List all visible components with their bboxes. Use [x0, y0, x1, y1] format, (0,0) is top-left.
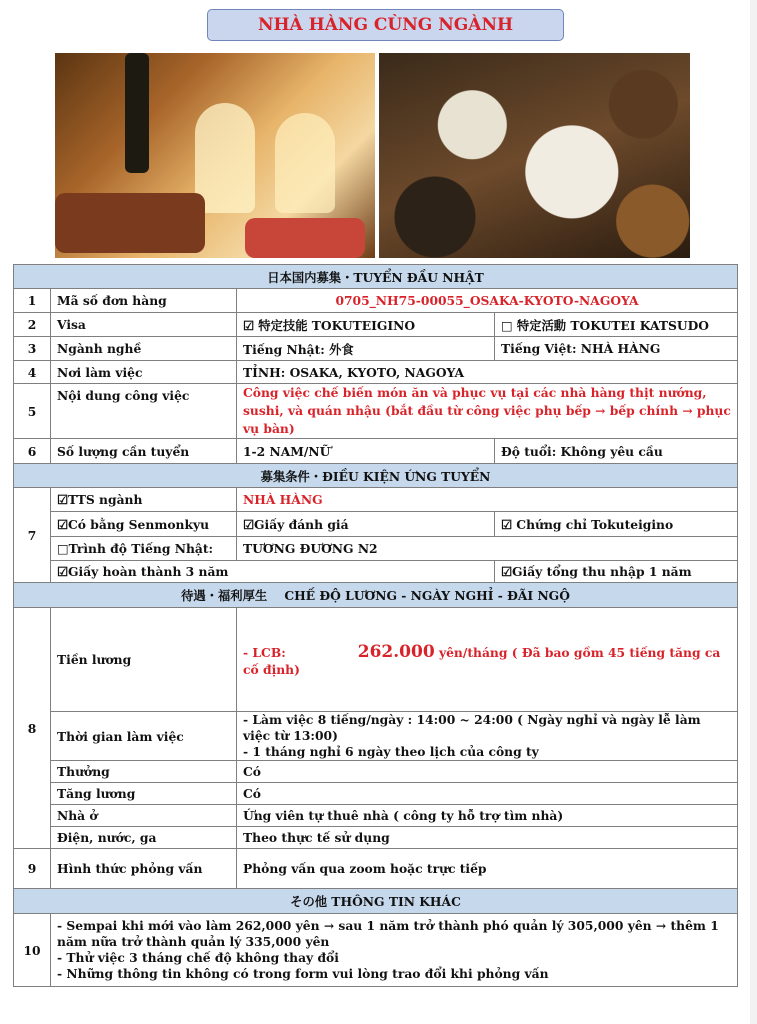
section-header-conditions: 募集条件・ĐIỀU KIỆN ỨNG TUYỂN: [14, 464, 738, 488]
row-visa: 2 Visa ☑ 特定技能 TOKUTEIGINO □ 特定活動 TOKUTEI KATSUDO: [14, 313, 738, 337]
row-order-code: 1 Mã số đơn hàng 0705_NH75-00055_OSAKA-KYOTO-NAGOYA: [14, 289, 738, 313]
row-housing: Nhà ở Ứng viên tự thuê nhà ( công ty hỗ trợ tìm nhà): [14, 805, 738, 827]
row-interview: 9 Hình thức phỏng vấn Phỏng vấn qua zoom hoặc trực tiếp: [14, 849, 738, 889]
row-raise: Tăng lương Có: [14, 783, 738, 805]
row-working-hours: Thời gian làm việc - Làm việc 8 tiếng/ngày : 14:00 ~ 24:00 ( Ngày nghỉ và ngày lễ làm việc từ 13:00) - 1 tháng nghỉ 6 ngày theo lịch của công ty: [14, 712, 738, 761]
visa-tokutei-katsudo: □ 特定活動 TOKUTEI KATSUDO: [495, 313, 738, 337]
row-tts: 7 ☑TTS ngành NHÀ HÀNG: [14, 488, 738, 512]
section-header-other: その他 THÔNG TIN KHÁC: [14, 889, 738, 914]
row-japanese-level: □Trình độ Tiếng Nhật: TƯƠNG ĐƯƠNG N2: [14, 537, 738, 561]
row-other-info: 10 - Sempai khi mới vào làm 262,000 yên → sau 1 năm trở thành phó quản lý 305,000 yên → thêm 1 năm nữa trở thành quản lý 335,000 yên - Thử việc 3 tháng chế độ không thay đổi - Những thông tin không có trong form vui lòng trao đổi khi phỏng vấn: [14, 914, 738, 987]
row-workplace: 4 Nơi làm việc TỈNH: OSAKA, KYOTO, NAGOYA: [14, 361, 738, 384]
row-job-description: 5 Nội dung công việc Công việc chế biến món ăn và phục vụ tại các nhà hàng thịt nướng, sushi, và quán nhậu (bắt đầu từ công việc phụ bếp → bếp chính → phục vụ bàn): [14, 384, 738, 439]
dishes-spread-photo: [379, 53, 690, 258]
section-header-benefits: 待遇・福利厚生 CHẾ ĐỘ LƯƠNG - NGÀY NGHỈ - ĐÃI NGỘ: [14, 583, 738, 608]
row-documents: ☑Giấy hoàn thành 3 năm ☑Giấy tổng thu nhập 1 năm: [14, 561, 738, 583]
champagne-sushi-photo: [55, 53, 375, 258]
job-details-table: [13, 264, 738, 987]
row-certificates: ☑Có bằng Senmonkyu ☑Giấy đánh giá ☑ Chứng chỉ Tokuteigino: [14, 512, 738, 537]
order-code-value: 0705_NH75-00055_OSAKA-KYOTO-NAGOYA: [237, 289, 738, 313]
visa-tokuteigino: ☑ 特定技能 TOKUTEIGINO: [237, 313, 495, 337]
salary-value: - LCB: 262.000 yên/tháng ( Đã bao gồm 45 tiếng tăng ca cố định): [237, 608, 738, 712]
page-title: NHÀ HÀNG CÙNG NGÀNH: [207, 9, 564, 41]
row-salary: 8 Tiền lương - LCB: 262.000 yên/tháng ( Đã bao gồm 45 tiếng tăng ca cố định): [14, 608, 738, 712]
row-utilities: Điện, nước, ga Theo thực tế sử dụng: [14, 827, 738, 849]
row-bonus: Thưởng Có: [14, 761, 738, 783]
row-headcount: 6 Số lượng cần tuyển 1-2 NAM/NỮ Độ tuổi: Không yêu cầu: [14, 439, 738, 464]
section-header-recruitment: 日本国内募集・TUYỂN ĐẦU NHẬT: [14, 265, 738, 289]
row-occupation: 3 Ngành nghề Tiếng Nhật: 外食 Tiếng Việt: NHÀ HÀNG: [14, 337, 738, 361]
